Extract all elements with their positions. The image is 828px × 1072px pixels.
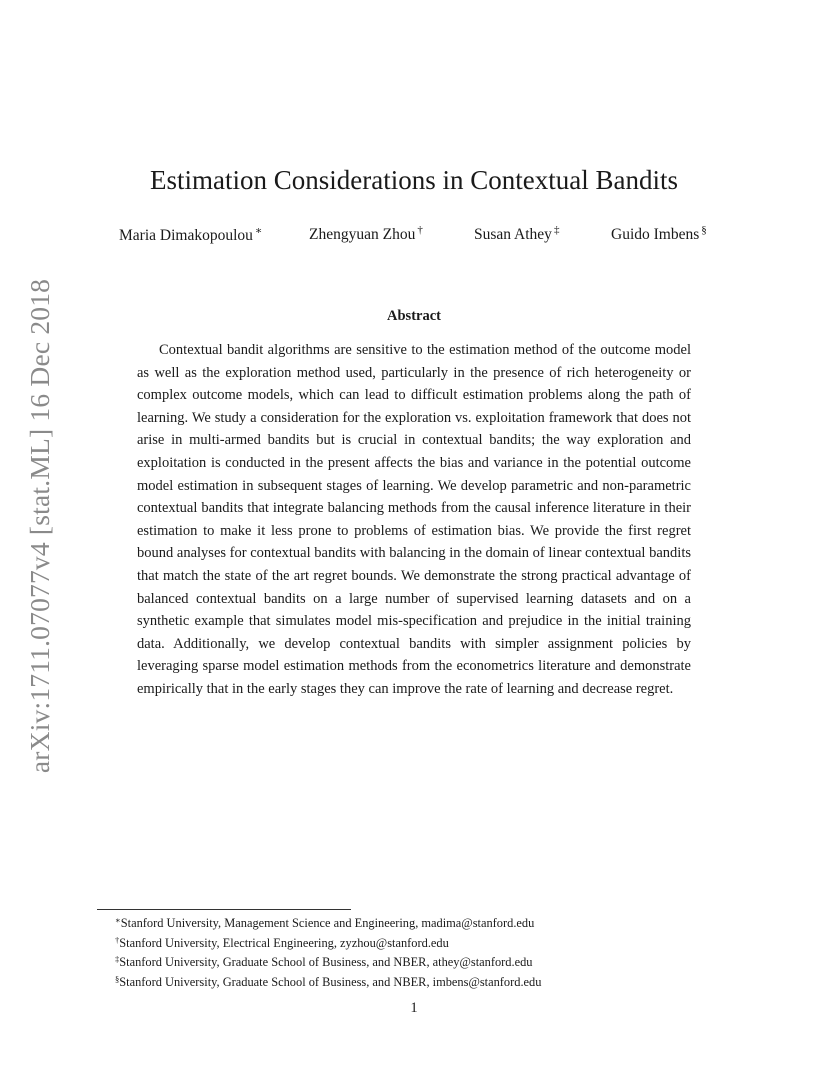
- author-name: Susan Athey: [474, 226, 552, 243]
- footnote-1: [115, 912, 735, 932]
- author-footnote-mark: ∗: [254, 225, 263, 237]
- footnote-mark: ∗: [115, 915, 121, 925]
- footnote-text: Stanford University, Graduate School of Business, and NBER, athey@stanford.edu: [119, 955, 533, 970]
- author-footnote-mark: †: [417, 224, 423, 236]
- footnote-mark: †: [115, 934, 120, 945]
- author-name: Maria Dimakopoulou: [119, 227, 253, 244]
- footnote-text: Stanford University, Graduate School of Business, and NBER, imbens@stanford.edu: [119, 974, 542, 989]
- author-3: [474, 224, 559, 244]
- author-footnote-mark: §: [701, 224, 707, 236]
- footnote-4: [115, 971, 735, 991]
- author-name: Guido Imbens: [611, 226, 700, 243]
- paper-title: Estimation Considerations in Contextual Bandits: [150, 165, 678, 195]
- author-4: [611, 224, 707, 244]
- footnotes: [115, 912, 735, 990]
- abstract-heading: Abstract: [387, 308, 441, 324]
- footnote-divider: [97, 909, 351, 910]
- author-2: [309, 224, 423, 244]
- author-1: [119, 224, 262, 245]
- footnote-text: Stanford University, Electrical Engineering, zyzhou@stanford.edu: [119, 935, 449, 950]
- footnote-2: [115, 932, 735, 952]
- footnote-3: [115, 951, 735, 971]
- author-list: [0, 224, 828, 254]
- footnote-mark: §: [115, 973, 120, 984]
- author-name: Zhengyuan Zhou: [309, 226, 416, 243]
- page-number: 1: [410, 1000, 418, 1016]
- arxiv-identifier: arXiv:1711.07077v4 [stat.ML] 16 Dec 2018: [24, 278, 55, 774]
- author-footnote-mark: ‡: [553, 224, 560, 236]
- footnote-mark: ‡: [115, 954, 120, 965]
- footnote-text: Stanford University, Management Science and Engineering, madima@stanford.edu: [120, 916, 535, 930]
- abstract-text: Contextual bandit algorithms are sensitive to the estimation method of the outcome model as well as the exploration method used, particularly in the presence of rich heterogeneity or complex outcome models, which can lead to difficult estimation problems along the path of learning. We study a consideration for the exploration vs. exploitation framework that does not arise in multi-armed bandits but is crucial in contextual bandits; the way exploration and exploitation is conducted in the present affects the bias and variance in the potential outcome model estimation in subsequent stages of learning. We develop parametric and non-parametric contextual bandits that integrate balancing methods from the causal inference literature in their estimation to make it less prone to problems of estimation bias. We provide the first regret bound analyses for contextual bandits with balancing in the domain of linear contextual bandits that match the state of the art regret bounds. We demonstrate the strong practical advantage of balanced contextual bandits on a large number of supervised learning datasets and on a synthetic example that simulates model mis-specification and prejudice in the initial training data. Additionally, we develop contextual bandits with simpler assignment policies by leveraging sparse model estimation methods from the econometrics literature and demonstrate empirically that in the early stages they can improve the rate of learning and decrease regret.: [137, 342, 691, 697]
